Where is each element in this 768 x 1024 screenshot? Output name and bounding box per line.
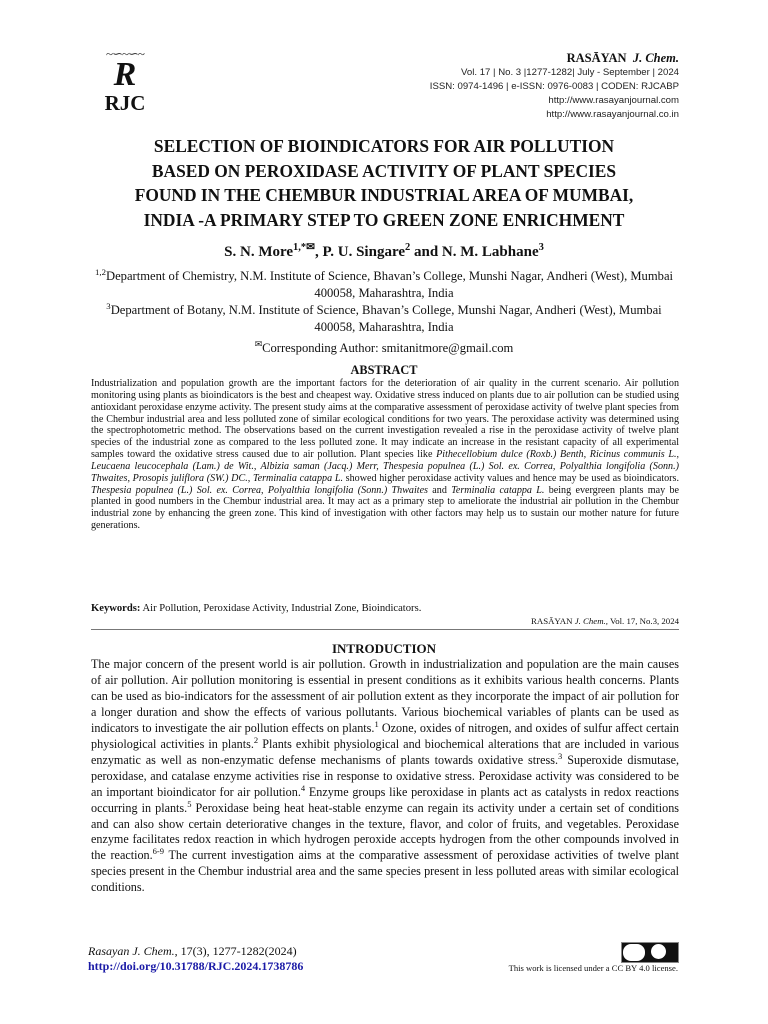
paper-title: SELECTION OF BIOINDICATORS FOR AIR POLLUTION BASED ON PEROXIDASE ACTIVITY OF PLANT SPECIES FOUND IN THE CHEMBUR INDUSTRIAL AREA OF MUMBAI, INDIA -A PRIMARY STEP TO GREEN ZONE ENRICHMENT [134, 136, 634, 230]
journal-url-2[interactable]: http://www.rasayanjournal.co.in [546, 109, 679, 120]
doi-link[interactable]: http://doi.org/10.31788/RJC.2024.1738786 [88, 959, 304, 973]
journal-logo [92, 48, 158, 114]
footer-citation: Rasayan J. Chem., 17(3), 1277-1282(2024) http://doi.org/10.31788/RJC.2024.1738786 [88, 944, 304, 973]
logo-monogram-icon: R [113, 56, 137, 93]
ornament-icon: ~∽~∽~ [106, 46, 144, 61]
affiliation-1: $^{1,2}$Department of Chemistry, N.M. Institute of Science, Bhavan’s College, Munshi Nagar, Andheri (West), Mumbai 400058, Maharashtra, India [94, 266, 674, 300]
abstract-citation: RASĀYAN J. Chem., Vol. 17, No.3, 2024 [530, 616, 679, 626]
introduction-heading: INTRODUCTION [331, 641, 436, 656]
cc-logo-icon [623, 944, 645, 961]
introduction-text: The major concern of the present world is air pollution. Growth in industrialization and population are the main causes of air pollution. Air pollution monitoring is essential in present conditions as it exhibits various health concerns. Plants can be used as bio-indicators for the assessment of air pollution extent as they incorporate the impact of air pollution for a longer duration and show the effects of various pollutants. Various biochemical variables of plants can be used as indicators to investigate the air pollution effects on plants.$^1$ Ozone, oxides of nitrogen, and oxides of sulfur affect certain physiological activities in plants.$^2$ Plants exhibit physiological and biochemical alterations that are included in various enzymatic as well as non-enzymatic defense mechanisms of plants towards oxidative stress.$^3$ Superoxide dismutase, peroxidase, and catalase enzyme activities rise in response to oxidative stress. Peroxidase activity was considered to be an important bioindicator for air pollution.$^4$ Enzyme groups like peroxidase in plants act as catalysts in redox reactions occurring in plants.$^5$ Peroxidase being heat heat-stable enzyme can regain its activity under a certain set of conditions and can also show certain deteriorative changes in the texture, flavor, and color of fruits, and vegetables. Peroxidase enzyme facilitates redox reaction in which hydrogen peroxide accepts hydrogen from the other compounds involved in the reaction.$^{6-9}$ The current investigation aims at the comparative assessment of peroxidase activities of twelve plant species present in the Chembur industrial area and the same species present in less polluted areas with similar ecological conditions. [91, 657, 680, 895]
logo-text: RJC [104, 91, 146, 115]
journal-name: RASĀYAN J. Chem. [566, 51, 679, 65]
author-list: S. N. More$^{1,*✉}$, P. U. Singare$^2$ and N. M. Labhane$^3$ [224, 242, 544, 260]
issn-line: ISSN: 0974-1496 | e-ISSN: 0976-0083 | CODEN: RJCABP [429, 81, 679, 92]
abstract-heading: ABSTRACT [350, 363, 418, 377]
abstract-text: Industrialization and population growth are the important factors for the deterioration of air quality in the current scenario. Air pollution monitoring using plants as bioindicators is the best and cheapest way. Oxidative stress induced on plants due to air pollution can be studied using antioxidant peroxidase enzyme activity. The present study aims at the comparative assessment of peroxidase activity of twelve plant species from the Chembur industrial area and less polluted zone of similar ecological conditions for two years. The peroxidase activity was determined using the spectrophotometric method. The observations based on the current investigation revealed a rise in the peroxidase activity of twelve plant species of the industrial zone as compared to the less polluted zone. It may indicate an increase in the resistant capacity of all experimental samples toward the oxidative stress caused due to air pollution. Plant species like Pithecellobium dulce (Roxb.) Benth, Ricinus communis L., Leucaena leucocephala (Lam.) de Wit., Albizia saman (Jacq.) Merr, Thespesia populnea (L.) Sol. ex. Correa, Polyalthia longifolia (Sonn.) Thwaites, Prosopis juliflora (SW.) DC., Terminalia catappa L. showed higher peroxidase activity values and hence may be used as bioindicators. Thespesia populnea (L.) Sol. ex. Correa, Polyalthia longifolia (Sonn.) Thwaites and Terminalia catappa L. being evergreen plants may be planted in good numbers in the Chembur industrial area. It may act as a primary step to ameliorate the industrial air pollution in the Chembur industrial zone by enhancing the green zone. This kind of investigation with other factors may help us to sustain our mother nature for future generations. [91, 378, 680, 532]
affiliation-2: $^3$Department of Botany, N.M. Institute of Science, Bhavan’s College, Munshi Nagar, Andheri (West), Mumbai 400058, Maharashtra, India [106, 300, 662, 334]
cc-by-icon [651, 944, 666, 959]
volume-line: Vol. 17 | No. 3 |1277-1282| July - September | 2024 [461, 67, 679, 78]
divider-line [91, 629, 679, 630]
corresponding-author: ✉Corresponding Author: smitanitmore@gmail.com [254, 338, 514, 355]
keywords: Keywords: Air Pollution, Peroxidase Activity, Industrial Zone, Bioindicators. [91, 603, 422, 614]
journal-url-1[interactable]: http://www.rasayanjournal.com [548, 95, 679, 106]
license-text: This work is licensed under a CC BY 4.0 license. [508, 963, 678, 973]
journal-info [430, 50, 679, 122]
creative-commons-icon[interactable] [621, 942, 679, 963]
envelope-icon: ✉ [254, 338, 263, 349]
